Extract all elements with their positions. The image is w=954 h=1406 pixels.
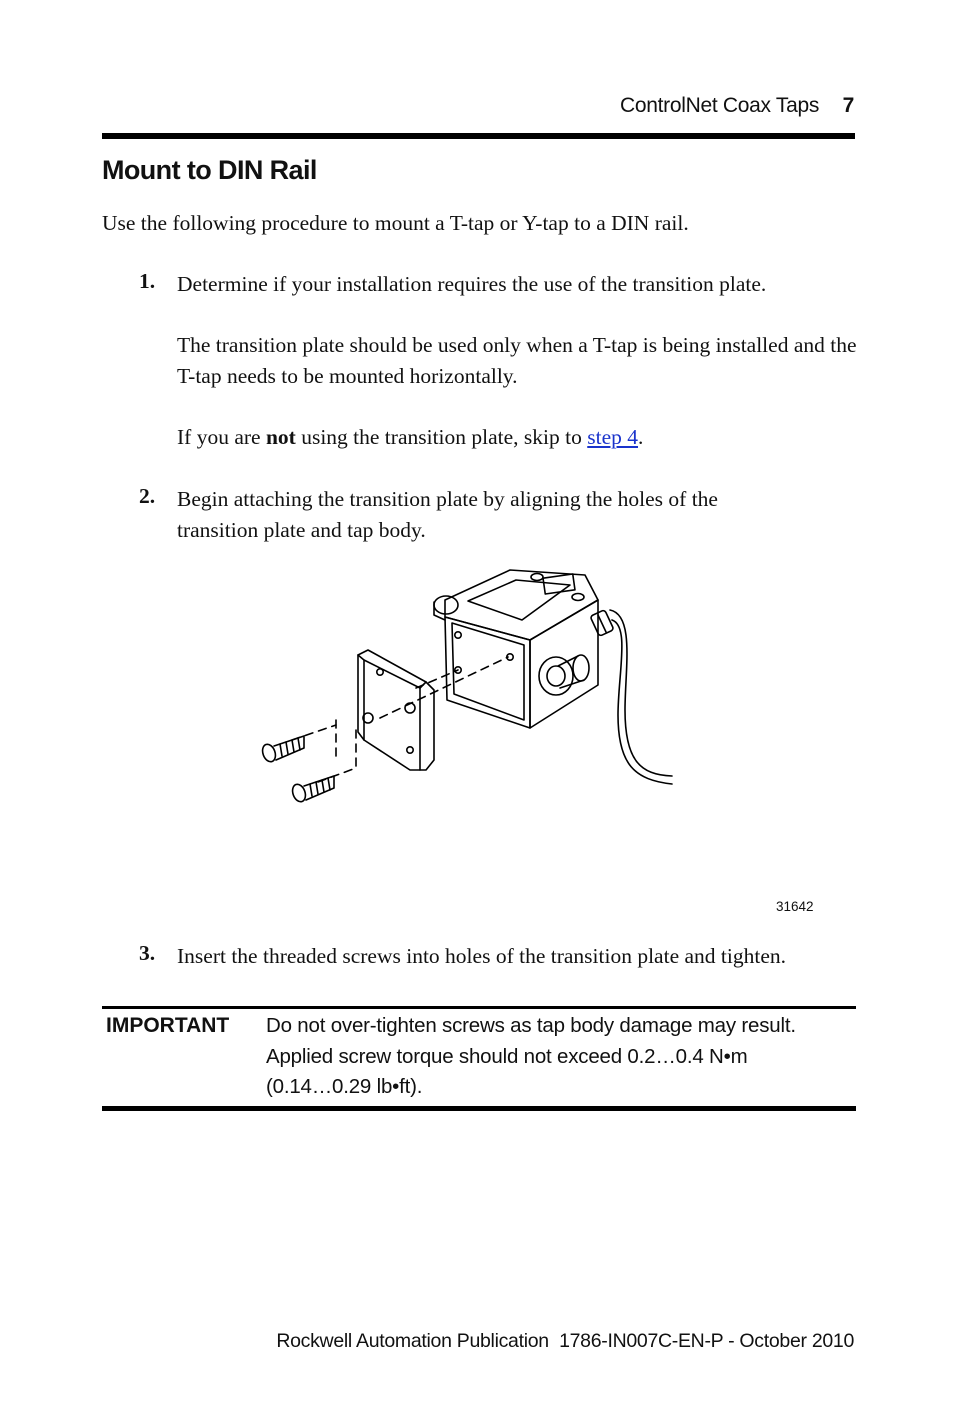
step-2-number: 2.: [139, 484, 156, 508]
step-1-number: 1.: [139, 269, 156, 293]
important-line-2: Applied screw torque should not exceed 0.2…0.4 N•m: [266, 1044, 748, 1068]
figure-id: 31642: [776, 899, 814, 914]
step-1-skip-note: [177, 422, 867, 453]
screw-upper: [260, 736, 304, 764]
intro-paragraph: Use the following procedure to mount a T-tap or Y-tap to a DIN rail.: [102, 211, 689, 235]
right-connector: [590, 610, 614, 637]
running-header: [620, 94, 854, 118]
step-1-text: Determine if your installation requires the use of the transition plate.: [177, 272, 767, 296]
running-header-title: ControlNet Coax Taps: [620, 94, 820, 117]
step-3-number: 3.: [139, 941, 156, 965]
tap-body: [434, 570, 598, 728]
important-line-3: (0.14…0.29 lb•ft).: [266, 1075, 423, 1098]
step-2-text: Begin attaching the transition plate by aligning the holes of the transition plate and tap body.: [177, 487, 718, 542]
important-label: IMPORTANT: [106, 1014, 230, 1037]
step-4-link[interactable]: step 4: [587, 425, 639, 449]
step-1-note: The transition plate should be used only when a T-tap is being installed and the T-tap needs to be mounted horizontally.: [177, 333, 857, 388]
skip-prefix: If you are: [177, 425, 266, 449]
side-connector: [539, 655, 589, 695]
important-top-rule: [102, 1006, 856, 1009]
header-rule: [102, 133, 855, 139]
important-line-1: Do not over-tighten screws as tap body damage may result.: [266, 1014, 796, 1037]
section-heading: Mount to DIN Rail: [102, 155, 317, 185]
important-text: [266, 1011, 846, 1103]
cable: [610, 610, 672, 784]
page-number: 7: [842, 94, 854, 117]
skip-bold: not: [265, 425, 296, 449]
screw-lower: [290, 776, 334, 804]
important-bottom-rule: [102, 1106, 856, 1111]
transition-plate-figure: [240, 560, 700, 820]
footer-publication: Rockwell Automation Publication 1786-IN007C-EN-P - October 2010: [276, 1330, 854, 1352]
skip-suffix: .: [638, 425, 644, 449]
skip-middle: using the transition plate, skip to: [295, 425, 588, 449]
step-3-text: Insert the threaded screws into holes of the transition plate and tighten.: [177, 944, 786, 968]
